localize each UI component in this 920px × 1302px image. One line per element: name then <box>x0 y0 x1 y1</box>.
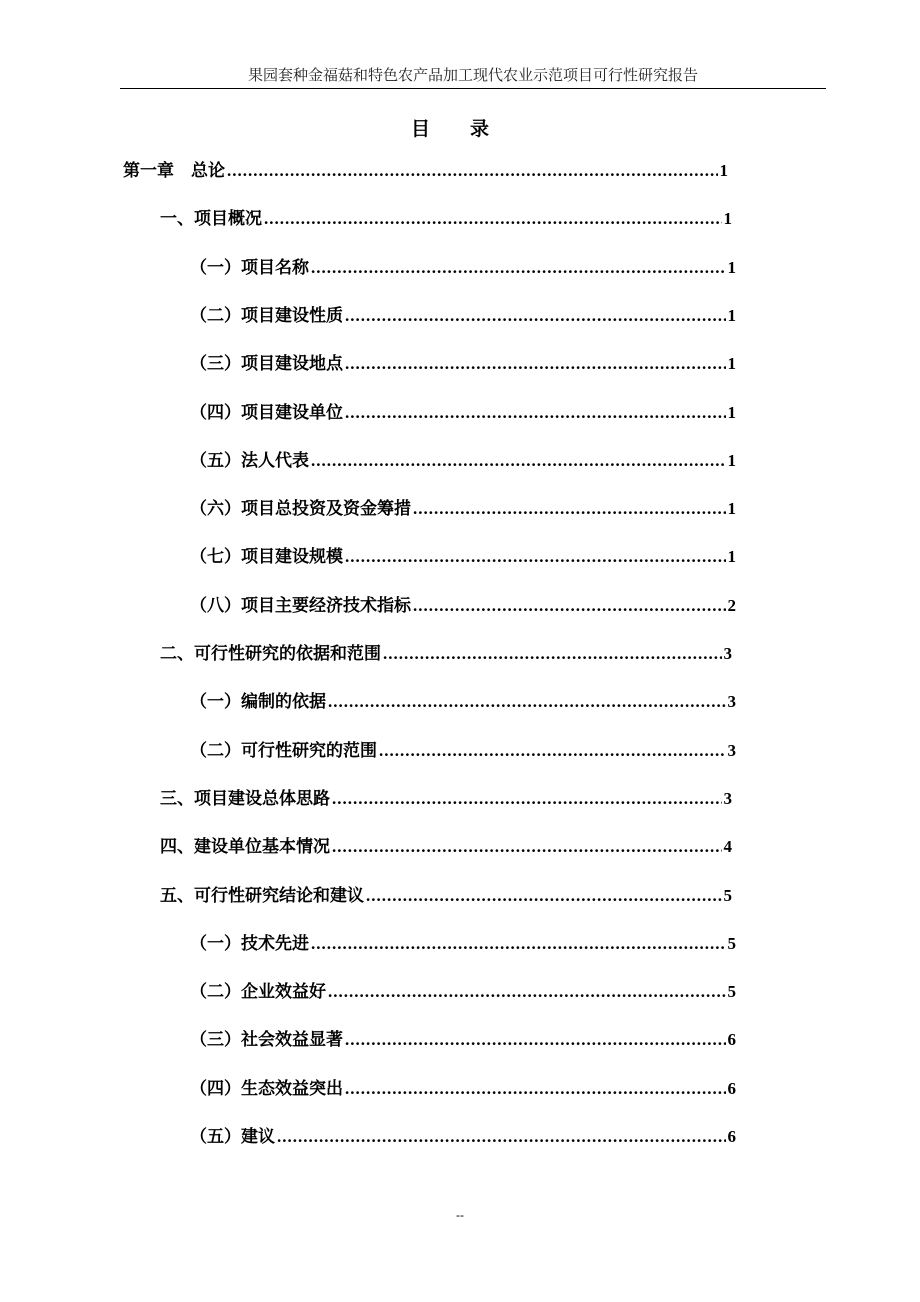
toc-entry-text: （一）编制的依据 <box>190 692 326 712</box>
toc-entry-page: 1 <box>727 403 736 422</box>
toc-entry-page: 6 <box>727 1030 736 1049</box>
toc-entry-text: 二、可行性研究的依据和范围 <box>160 644 381 664</box>
toc-entry-text: （二）企业效益好 <box>190 982 326 1002</box>
toc-entry-text: （四）生态效益突出 <box>190 1079 343 1099</box>
toc-entry-page: 3 <box>723 789 732 808</box>
toc-leader-dots <box>311 448 726 474</box>
toc-entry-page: 3 <box>723 644 732 663</box>
toc-entry-text: （三）社会效益显著 <box>190 1030 343 1050</box>
toc-entry[interactable] <box>190 738 736 764</box>
toc-entry[interactable] <box>190 255 736 281</box>
toc-entry-text: （八）项目主要经济技术指标 <box>190 596 411 616</box>
toc-leader-dots <box>332 786 722 812</box>
toc-entry-page: 5 <box>727 934 736 953</box>
toc-leader-dots <box>413 593 726 619</box>
toc-entry[interactable] <box>190 593 736 619</box>
toc-entry-text: （五）法人代表 <box>190 451 309 471</box>
toc-entry[interactable] <box>190 1076 736 1102</box>
toc-leader-dots <box>345 351 726 377</box>
toc-entry-page: 1 <box>727 306 736 325</box>
toc-entry[interactable] <box>190 689 736 715</box>
toc-entry-text: 三、项目建设总体思路 <box>160 789 330 809</box>
toc-entry[interactable] <box>190 931 736 957</box>
toc-entry[interactable] <box>160 883 732 909</box>
toc-leader-dots <box>379 738 726 764</box>
toc-leader-dots <box>413 496 726 522</box>
toc-leader-dots <box>227 158 718 184</box>
toc-entry-page: 3 <box>727 741 736 760</box>
toc-entry-text: 一、项目概况 <box>160 209 262 229</box>
toc-entry-page: 1 <box>723 209 732 228</box>
toc-leader-dots <box>345 400 726 426</box>
toc-entry-page: 4 <box>723 837 732 856</box>
toc-entry[interactable] <box>190 1027 736 1053</box>
toc-entry-page: 1 <box>727 258 736 277</box>
toc-entry[interactable] <box>190 1124 736 1150</box>
toc-leader-dots <box>383 641 722 667</box>
toc-leader-dots <box>328 979 726 1005</box>
toc-leader-dots <box>345 303 726 329</box>
toc-leader-dots <box>366 883 722 909</box>
toc-entry[interactable] <box>160 641 732 667</box>
toc-entry-page: 6 <box>727 1127 736 1146</box>
toc-entry-text: （一）项目名称 <box>190 258 309 278</box>
toc-entry-page: 6 <box>727 1079 736 1098</box>
toc-entry[interactable] <box>160 206 732 232</box>
toc-entry[interactable] <box>160 834 732 860</box>
toc-entry-text: 四、建设单位基本情况 <box>160 837 330 857</box>
page-header: 果园套种金福菇和特色农产品加工现代农业示范项目可行性研究报告 <box>247 66 698 84</box>
toc-leader-dots <box>311 931 726 957</box>
toc-entry-text: （五）建议 <box>190 1127 275 1147</box>
toc-entry-text: （一）技术先进 <box>190 934 309 954</box>
toc-entry[interactable] <box>160 786 732 812</box>
toc-entry-text: 第一章 总论 <box>123 161 225 181</box>
toc-leader-dots <box>345 544 726 570</box>
toc-entry-text: （三）项目建设地点 <box>190 354 343 374</box>
toc-entry-text: （六）项目总投资及资金筹措 <box>190 499 411 519</box>
toc-entry-page: 2 <box>727 596 736 615</box>
toc-entry[interactable] <box>190 400 736 426</box>
toc-entry-text: （二）可行性研究的范围 <box>190 741 377 761</box>
toc-entry-page: 1 <box>719 161 728 180</box>
toc-entry[interactable] <box>190 496 736 522</box>
toc-title: 目录 <box>410 118 529 140</box>
toc-entry-page: 5 <box>727 982 736 1001</box>
toc-entry-page: 1 <box>727 499 736 518</box>
toc-entry-text: 五、可行性研究结论和建议 <box>160 886 364 906</box>
toc-leader-dots <box>332 834 722 860</box>
toc-entry-page: 5 <box>723 886 732 905</box>
toc-entry[interactable] <box>123 158 728 184</box>
toc-entry-page: 1 <box>727 547 736 566</box>
toc-leader-dots <box>311 255 726 281</box>
toc-leader-dots <box>264 206 722 232</box>
toc-entry[interactable] <box>190 448 736 474</box>
header-divider <box>120 88 826 89</box>
toc-entry-text: （二）项目建设性质 <box>190 306 343 326</box>
toc-entry-page: 1 <box>727 451 736 470</box>
toc-entry[interactable] <box>190 544 736 570</box>
toc-entry-text: （四）项目建设单位 <box>190 403 343 423</box>
toc-entry[interactable] <box>190 351 736 377</box>
toc-entry-page: 3 <box>727 692 736 711</box>
toc-entry-page: 1 <box>727 354 736 373</box>
toc-leader-dots <box>328 689 726 715</box>
toc-entry-text: （七）项目建设规模 <box>190 547 343 567</box>
toc-entry[interactable] <box>190 303 736 329</box>
toc-leader-dots <box>277 1124 726 1150</box>
toc-entry[interactable] <box>190 979 736 1005</box>
toc-leader-dots <box>345 1076 726 1102</box>
page-footer: -- <box>456 1208 464 1222</box>
toc-leader-dots <box>345 1027 726 1053</box>
